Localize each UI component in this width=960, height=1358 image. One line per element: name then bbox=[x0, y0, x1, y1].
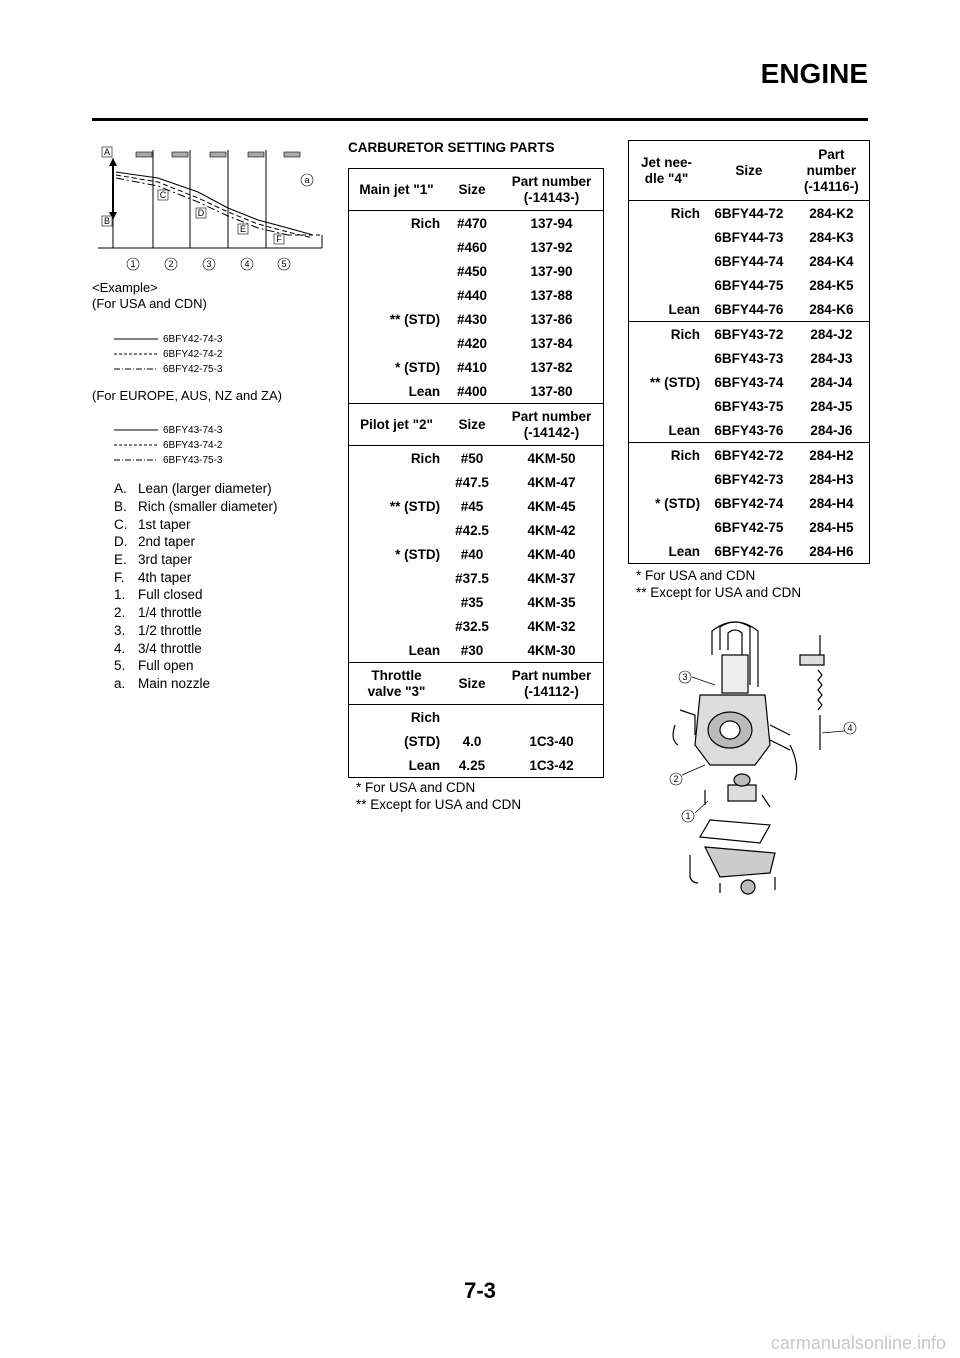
label-3: 3 bbox=[206, 259, 212, 269]
col-header: Part number (-14112-) bbox=[500, 663, 604, 705]
carburetor-exploded-illustration bbox=[650, 615, 870, 900]
note-except-usa: ** Except for USA and CDN bbox=[356, 797, 522, 812]
col-header: Size bbox=[444, 169, 500, 211]
legend-label: 6BFY42-74-2 bbox=[163, 348, 223, 360]
table-row: * (STD) #410 137-82 bbox=[395, 359, 573, 375]
key-item: a. Main nozzle bbox=[114, 676, 211, 691]
table-row: Rich 6BFY43-72 284-J2 bbox=[629, 322, 870, 347]
example-title: <Example> bbox=[92, 280, 158, 295]
table-row: (STD) 4.0 1C3-40 bbox=[404, 733, 574, 749]
table-row: Rich #470 137-94 bbox=[410, 215, 573, 231]
table-row: Rich 6BFY42-72 284-H2 bbox=[629, 443, 870, 468]
label-a: a bbox=[304, 175, 310, 185]
key-item: A. Lean (larger diameter) bbox=[114, 481, 272, 496]
table-row: Rich 6BFY44-72 284-K2 bbox=[670, 205, 854, 221]
table-row: #420 137-84 bbox=[456, 335, 573, 351]
legend-eu-1 bbox=[114, 423, 222, 437]
table-row: #47.5 4KM-47 bbox=[455, 474, 576, 490]
table-row: 6BFY44-75 284-K5 bbox=[714, 277, 854, 293]
callout-2: 2 bbox=[673, 774, 679, 784]
eu-caption: (For EUROPE, AUS, NZ and ZA) bbox=[92, 388, 282, 403]
note-usa: * For USA and CDN bbox=[356, 780, 476, 795]
legend-usa-3 bbox=[114, 362, 222, 376]
needle-note-except-usa: ** Except for USA and CDN bbox=[636, 585, 802, 600]
table-row: Rich #50 4KM-50 bbox=[410, 450, 576, 466]
table-row: #440 137-88 bbox=[456, 287, 573, 303]
legend-label: 6BFY43-75-3 bbox=[163, 454, 223, 466]
key-item: E. 3rd taper bbox=[114, 552, 193, 567]
table-row: #460 137-92 bbox=[456, 239, 573, 255]
col-header: Part number (-14116-) bbox=[794, 141, 870, 201]
key-item: 5. Full open bbox=[114, 658, 194, 673]
col-header: Jet nee- dle "4" bbox=[629, 141, 705, 201]
table-row: 6BFY43-73 284-J3 bbox=[714, 350, 853, 366]
label-B: B bbox=[103, 216, 111, 226]
legend-label: 6BFY42-75-3 bbox=[163, 363, 223, 375]
table-row: 6BFY44-74 284-K4 bbox=[714, 253, 854, 269]
jet-needle-table bbox=[628, 140, 870, 564]
col-header: Size bbox=[704, 141, 794, 201]
callout-1: 1 bbox=[685, 811, 691, 821]
callout-3: 3 bbox=[682, 672, 688, 682]
label-5: 5 bbox=[281, 259, 287, 269]
col-header: Part number (-14143-) bbox=[500, 169, 604, 211]
table-row: 6BFY42-75 284-H5 bbox=[714, 519, 854, 535]
label-2: 2 bbox=[168, 259, 174, 269]
header-rule bbox=[92, 118, 868, 121]
col-header: Throttle valve "3" bbox=[349, 663, 445, 705]
table-row: Lean 6BFY44-76 284-K6 bbox=[668, 301, 854, 317]
col-header: Main jet "1" bbox=[349, 169, 445, 211]
legend-label: 6BFY43-74-3 bbox=[163, 424, 223, 436]
legend-label: 6BFY42-74-3 bbox=[163, 333, 223, 345]
table-row: #37.5 4KM-37 bbox=[455, 570, 576, 586]
legend-usa-1 bbox=[114, 332, 222, 346]
table-row: ** (STD) #45 4KM-45 bbox=[389, 498, 576, 514]
table-row: Lean 4.25 1C3-42 bbox=[408, 757, 574, 773]
table-row: * (STD) 6BFY42-74 284-H4 bbox=[655, 495, 854, 511]
col-header: Part number (-14142-) bbox=[500, 404, 604, 446]
legend-label: 6BFY43-74-2 bbox=[163, 439, 223, 451]
needle-taper-diagram bbox=[98, 140, 330, 276]
key-item: 3. 1/2 throttle bbox=[114, 623, 202, 638]
throttle-header bbox=[349, 663, 604, 705]
table-row: Lean #30 4KM-30 bbox=[408, 642, 576, 658]
label-A: A bbox=[103, 147, 111, 157]
key-item: D. 2nd taper bbox=[114, 534, 196, 549]
table-row: Lean 6BFY42-76 284-H6 bbox=[668, 543, 854, 559]
table-row: * (STD) #40 4KM-40 bbox=[395, 546, 576, 562]
table-row: #42.5 4KM-42 bbox=[455, 522, 576, 538]
watermark: carmanualsonline.info bbox=[770, 1333, 946, 1353]
label-D: D bbox=[197, 208, 205, 218]
table-row: Lean 6BFY43-76 284-J6 bbox=[668, 422, 853, 438]
col-header: Size bbox=[444, 663, 500, 705]
label-F: F bbox=[276, 234, 282, 244]
pilot-jet-header bbox=[349, 404, 604, 446]
table-row: #35 4KM-35 bbox=[460, 594, 576, 610]
needle-note-usa: * For USA and CDN bbox=[636, 568, 756, 583]
callout-4: 4 bbox=[847, 723, 853, 733]
table-row: Lean #400 137-80 bbox=[408, 383, 573, 399]
carb-settings-table bbox=[348, 168, 604, 778]
label-4: 4 bbox=[244, 259, 250, 269]
key-item: 4. 3/4 throttle bbox=[114, 641, 202, 656]
table-row: 6BFY44-73 284-K3 bbox=[714, 229, 854, 245]
table-row: ** (STD) #430 137-86 bbox=[389, 311, 573, 327]
usa-caption: (For USA and CDN) bbox=[92, 296, 207, 311]
legend-eu-3 bbox=[114, 453, 222, 467]
label-E: E bbox=[239, 224, 247, 234]
table-row: 6BFY42-73 284-H3 bbox=[714, 471, 854, 487]
key-item: 1. Full closed bbox=[114, 587, 203, 602]
carb-section-title: CARBURETOR SETTING PARTS bbox=[348, 140, 555, 155]
table-row: 6BFY43-75 284-J5 bbox=[714, 398, 853, 414]
col-header: Pilot jet "2" bbox=[349, 404, 445, 446]
page-title: ENGINE bbox=[760, 58, 868, 89]
jet-needle-header bbox=[629, 141, 870, 201]
label-1: 1 bbox=[130, 259, 136, 269]
col-header: Size bbox=[444, 404, 500, 446]
main-jet-header bbox=[349, 169, 604, 211]
table-row: Rich bbox=[410, 709, 441, 725]
key-item: F. 4th taper bbox=[114, 570, 192, 585]
key-item: C. 1st taper bbox=[114, 517, 191, 532]
table-row: ** (STD) 6BFY43-74 284-J4 bbox=[649, 374, 853, 390]
label-C: C bbox=[159, 190, 167, 200]
table-row: #32.5 4KM-32 bbox=[455, 618, 576, 634]
key-item: 2. 1/4 throttle bbox=[114, 605, 202, 620]
key-item: B. Rich (smaller diameter) bbox=[114, 499, 278, 514]
table-row: #450 137-90 bbox=[456, 263, 573, 279]
legend-eu-2 bbox=[114, 438, 222, 452]
legend-usa-2 bbox=[114, 347, 222, 361]
page-number: 7-3 bbox=[464, 1278, 496, 1303]
